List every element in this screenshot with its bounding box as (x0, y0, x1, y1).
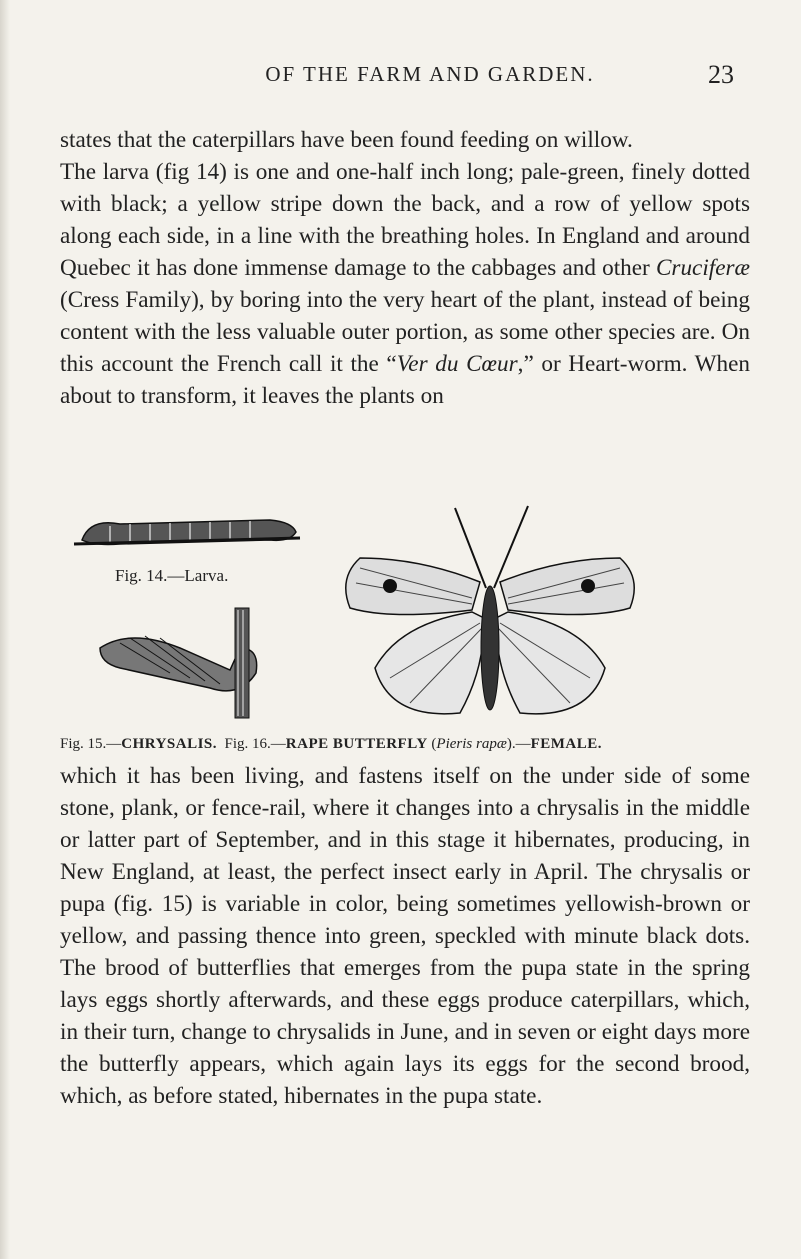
page-spine-shadow (0, 0, 10, 1259)
paragraph-2 (60, 760, 750, 1112)
page-number: 23 (708, 60, 734, 89)
chrysalis-illustration (100, 608, 300, 718)
para1-continuation: states that the caterpillars have been found feeding on willow. (60, 127, 633, 153)
fig14-caption: Fig. 14.—Larva. (115, 566, 229, 585)
paragraph-1 (60, 124, 750, 412)
figures-block (60, 498, 750, 738)
figure-caption: Fig. 15.—CHRYSALIS. Fig. 16.—RAPE BUTTERFLY (Pieris rapæ).—FEMALE. (60, 736, 603, 752)
figures-illustration (60, 498, 750, 738)
para1-body: The larva (fig 14) is one and one-half inch long; pale-green, finely dotted with black; a yellow stripe down the back, and a row of yellow spots along each side, in a line with the breathing holes. In England and around Quebec it has done immense damage to the cabbages and other Cruciferæ (Cress Family), by boring into the very heart of the plant, instead of being content with the less valuable outer portion, as some other species are. On this account the French call it the “Ver du Cœur,” or Heart-worm. When about to transform, it leaves the plants on (60, 159, 750, 409)
running-title: OF THE FARM AND GARDEN. (265, 62, 595, 86)
larva-illustration (74, 520, 300, 545)
butterfly-illustration (346, 506, 634, 714)
para2-body: which it has been living, and fastens itself on the under side of some stone, plank, or fence-rail, where it changes into a chrysalis in the middle or latter part of September, and in this stage it hibernates, producing, in New England, at least, the perfect insect early in April. The chrysalis or pupa (fig. 15) is variable in color, being sometimes yellowish-brown or yellow, and passing thence into green, speckled with minute black dots. The brood of butterflies that emerges from the pupa state in the spring lays eggs shortly afterwards, and these eggs produce caterpillars, which, in their turn, change to chrysalids in June, and in seven or eight days more the butterfly appears, which again lays its eggs for the second brood, which, as before stated, hibernates in the pupa state. (60, 763, 750, 1109)
